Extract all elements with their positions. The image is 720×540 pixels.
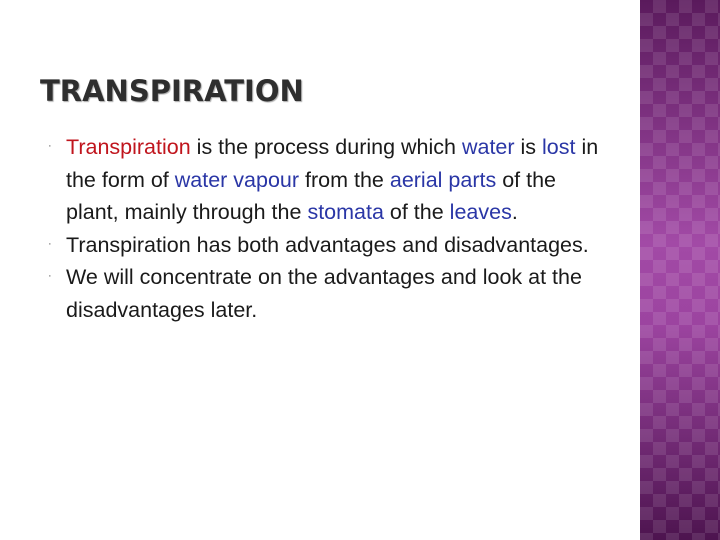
bullet-marker-icon: · (48, 140, 52, 152)
bullet-item (48, 261, 608, 326)
slide-title: TRANSPIRATION (40, 74, 304, 108)
text-segment: Transpiration has both advantages and disadvantages. (66, 232, 589, 257)
term-water-vapour: water vapour (174, 167, 300, 192)
bullet-marker-icon: · (48, 237, 52, 250)
bullet-list (48, 131, 608, 326)
text-segment: from the (299, 167, 390, 192)
term-transpiration: Transpiration (66, 135, 191, 159)
text-segment: of the plant, mainly through the (66, 167, 556, 224)
text-segment: . (511, 200, 518, 224)
term-water: water (461, 135, 515, 159)
term-lost: lost (542, 135, 576, 159)
bullet-item (48, 131, 608, 229)
term-aerial-parts: aerial parts (389, 167, 497, 192)
bullet-marker-icon: · (48, 270, 52, 282)
text-segment: of the (383, 200, 450, 224)
bullet-item (48, 229, 608, 262)
decorative-side-panel (640, 0, 720, 540)
text-segment: is the process during which (190, 135, 462, 159)
text-segment: is (514, 135, 543, 159)
text-segment: We will concentrate on the advantages and look at the disadvantages later. (66, 265, 582, 322)
term-leaves: leaves (449, 200, 512, 224)
term-stomata: stomata (307, 200, 384, 224)
text-segment: in the form of (66, 135, 599, 192)
